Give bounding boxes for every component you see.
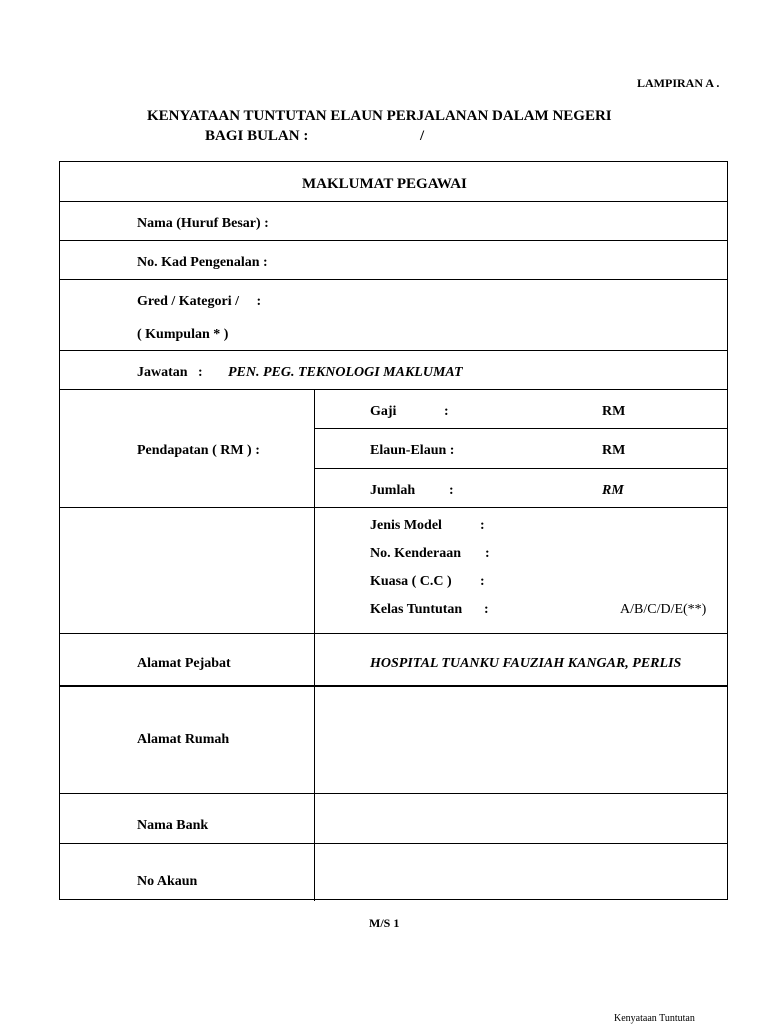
nama-bank-label: Nama Bank <box>137 818 209 833</box>
row-divider <box>60 843 727 844</box>
row-divider <box>314 428 727 429</box>
alamat-pejabat-label: Alamat Pejabat <box>137 656 231 671</box>
page-number: M/S 1 <box>369 916 400 930</box>
section-title: MAKLUMAT PEGAWAI <box>302 176 467 192</box>
jenis-model-colon: : <box>480 518 485 533</box>
row-divider <box>60 240 727 241</box>
maklumat-pegawai-form <box>59 161 728 900</box>
elaun-label: Elaun-Elaun : <box>370 443 455 458</box>
row-divider <box>60 279 727 280</box>
lampiran-label: LAMPIRAN A . <box>637 76 720 90</box>
row-divider <box>60 507 727 508</box>
kelas-tuntutan-colon: : <box>484 602 489 617</box>
gaji-colon: : <box>444 404 449 419</box>
row-divider <box>60 685 727 687</box>
document-title: KENYATAAN TUNTUTAN ELAUN PERJALANAN DALAM NEGERI <box>147 108 612 124</box>
gred-label: Gred / Kategori / : <box>137 294 262 309</box>
row-divider <box>60 633 727 634</box>
no-akaun-label: No Akaun <box>137 874 198 889</box>
kenderaan-label: No. Kenderaan <box>370 546 461 561</box>
kenderaan-colon: : <box>485 546 490 561</box>
elaun-rm: RM <box>602 443 626 458</box>
pendapatan-label: Pendapatan ( RM ) : <box>137 443 260 458</box>
row-divider <box>60 793 727 794</box>
jawatan-label: Jawatan : <box>137 365 203 380</box>
kuasa-label: Kuasa ( C.C ) <box>370 574 452 589</box>
bulan-slash: / <box>420 128 425 144</box>
bulan-label: BAGI BULAN : <box>205 128 309 144</box>
kad-pengenalan-label: No. Kad Pengenalan : <box>137 255 268 270</box>
kuasa-colon: : <box>480 574 485 589</box>
jenis-model-label: Jenis Model <box>370 518 442 533</box>
column-divider <box>314 389 315 633</box>
row-divider <box>60 350 727 351</box>
jawatan-value: PEN. PEG. TEKNOLOGI MAKLUMAT <box>228 365 463 380</box>
kelas-tuntutan-value: A/B/C/D/E(**) <box>620 602 707 617</box>
jumlah-label: Jumlah <box>370 483 416 498</box>
column-divider <box>314 633 315 901</box>
row-divider <box>60 201 727 202</box>
alamat-pejabat-value: HOSPITAL TUANKU FAUZIAH KANGAR, PERLIS <box>370 656 682 671</box>
nama-label: Nama (Huruf Besar) : <box>137 216 269 231</box>
corner-caption: Kenyataan Tuntutan <box>614 1013 695 1024</box>
alamat-rumah-label: Alamat Rumah <box>137 732 230 747</box>
kelas-tuntutan-label: Kelas Tuntutan <box>370 602 463 617</box>
jumlah-colon: : <box>449 483 454 498</box>
gaji-rm: RM <box>602 404 626 419</box>
gaji-label: Gaji <box>370 404 397 419</box>
row-divider <box>60 389 727 390</box>
jumlah-rm: RM <box>602 483 624 498</box>
kumpulan-label: ( Kumpulan * ) <box>137 327 229 342</box>
row-divider <box>314 468 727 469</box>
